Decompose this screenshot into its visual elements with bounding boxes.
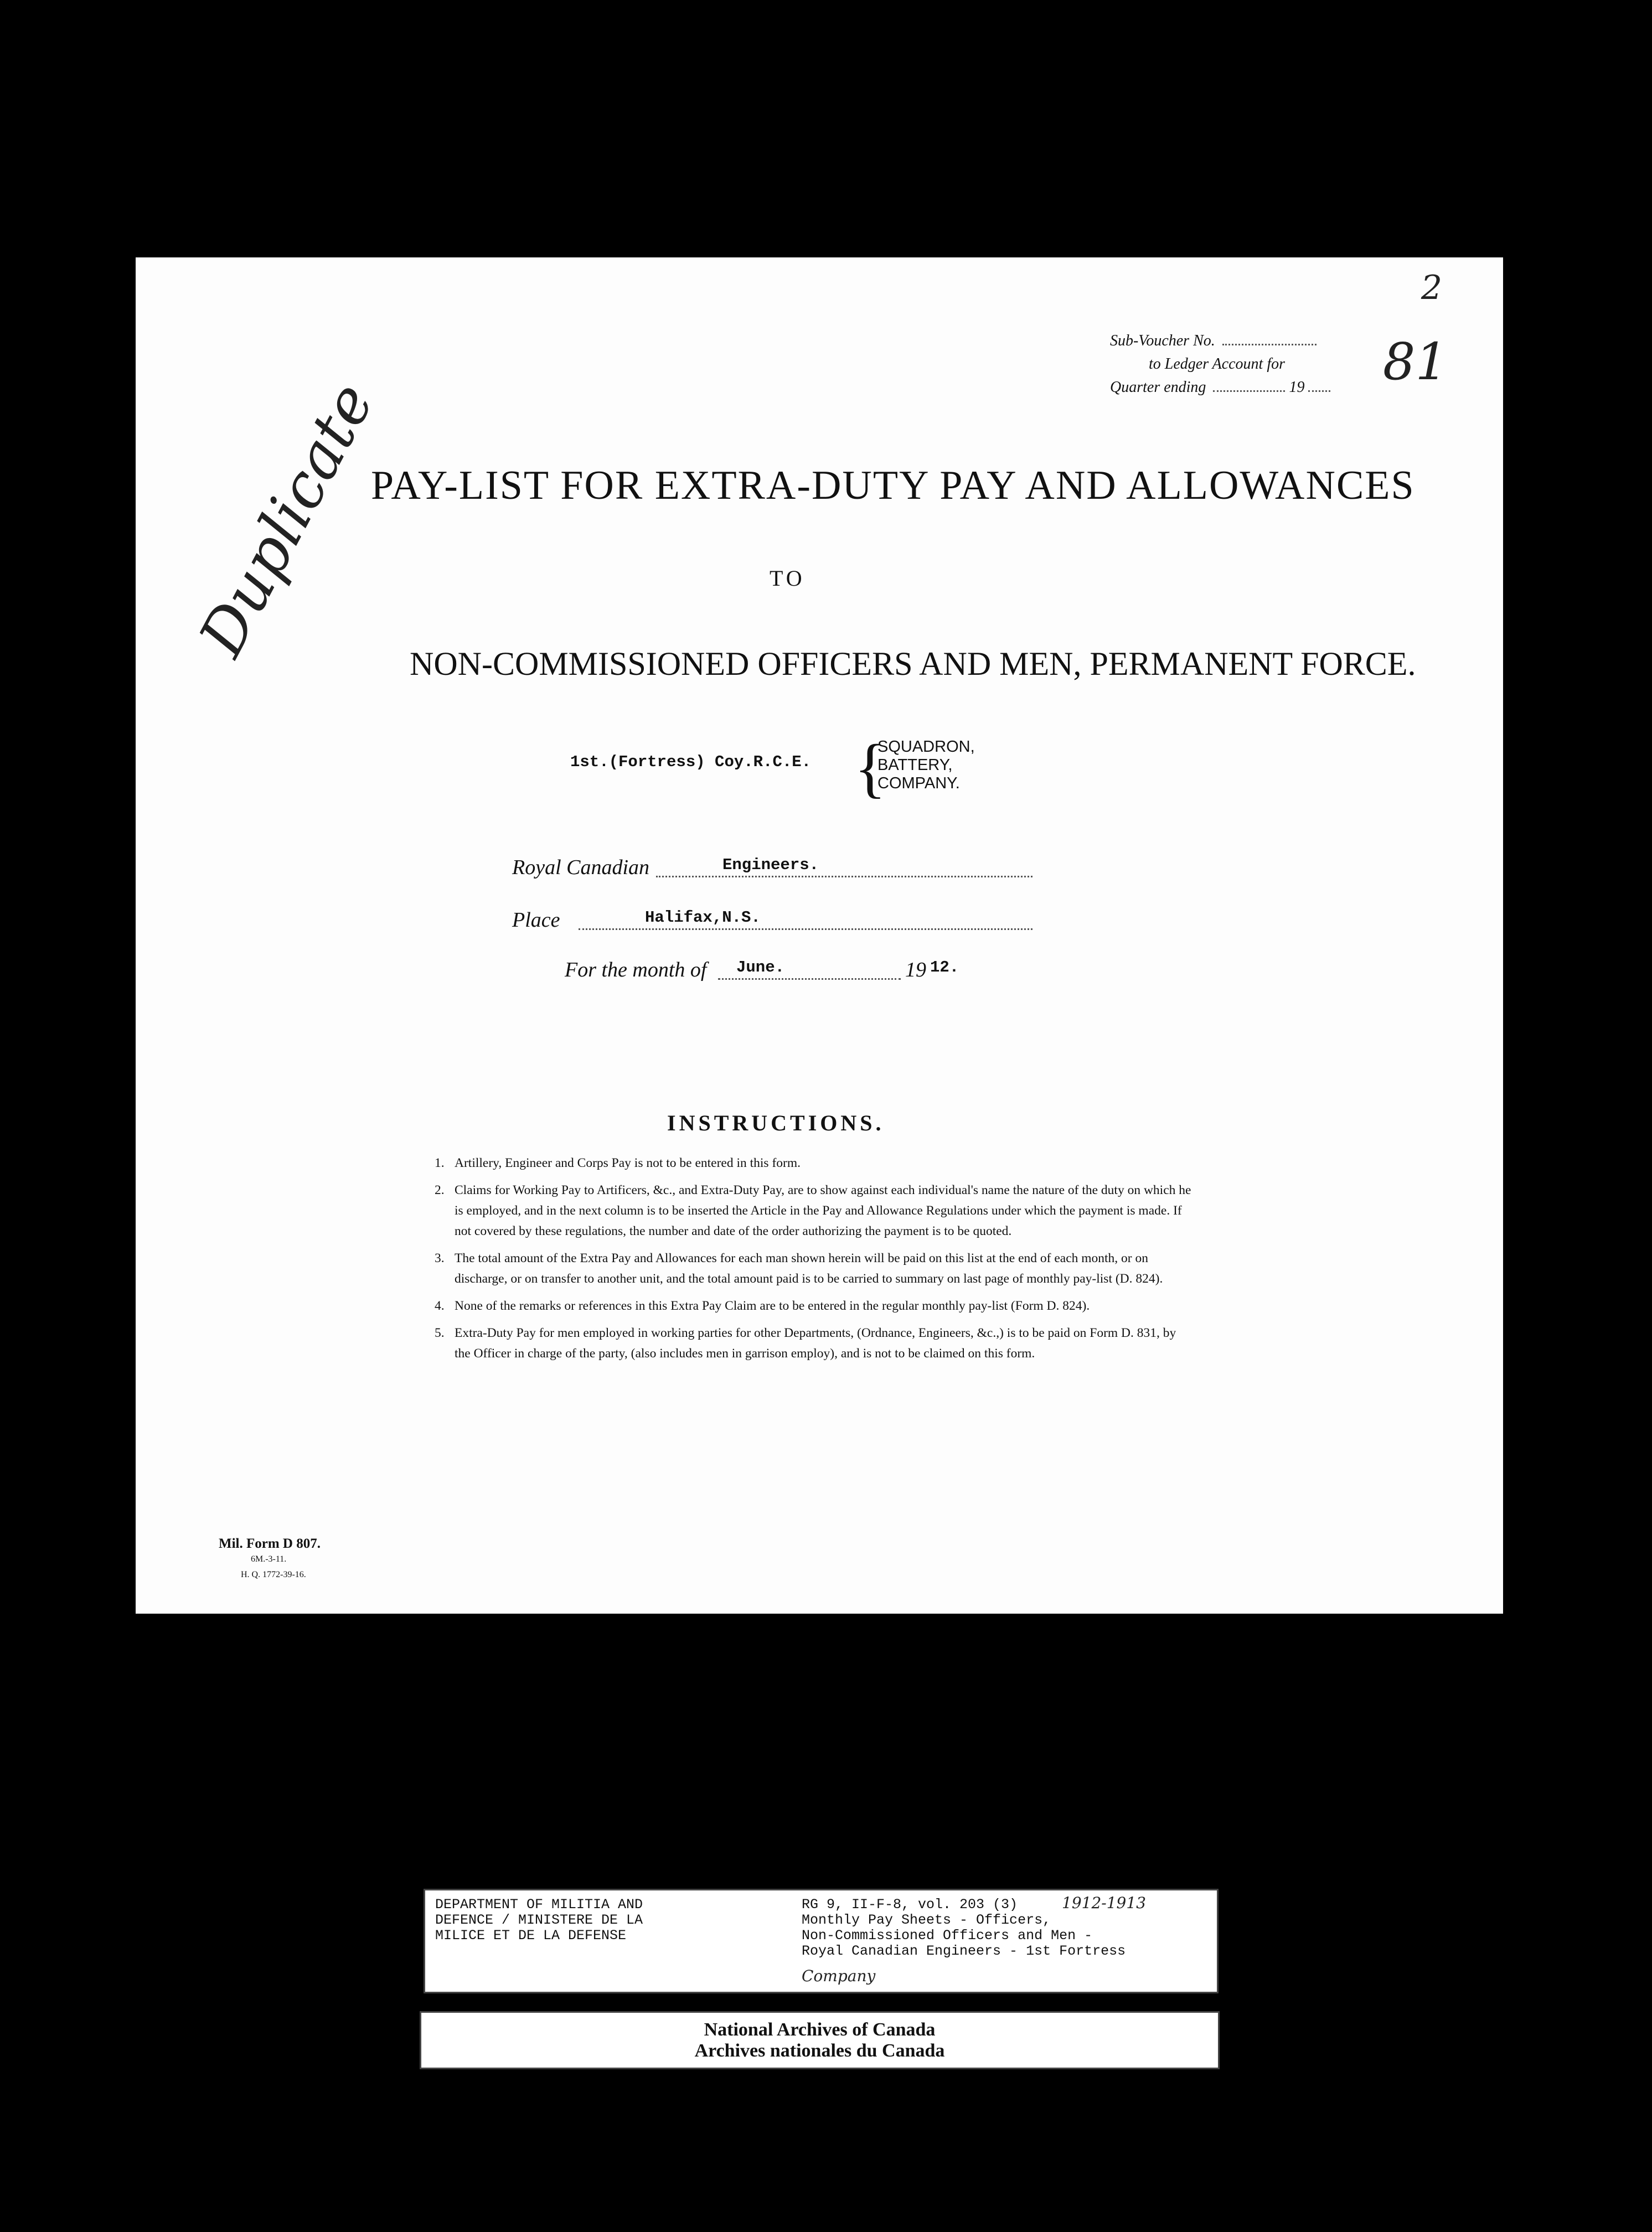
- instruction-item: 1. Artillery, Engineer and Corps Pay is not to be entered in this form.: [435, 1156, 801, 1170]
- instruction-item: 5. Extra-Duty Pay for men employed in working parties for other Departments, (Ordnance, Engineers, &c.,) is to be paid on Form D. 831, by the Officer in charge of the party, (also includes men in garrison employ), and is not to be claimed on this form.: [435, 1326, 1176, 1361]
- instructions-heading: INSTRUCTIONS.: [667, 1110, 885, 1135]
- corner-mark: 2: [1421, 268, 1442, 307]
- royal-canadian-value: Engineers.: [722, 856, 819, 874]
- place-value: Halifax,N.S.: [645, 908, 761, 927]
- mil-form-code-1: 6M.-3-11.: [251, 1554, 287, 1564]
- national-archives-fr: Archives nationales du Canada: [694, 2040, 945, 2061]
- instructions-list: [435, 1153, 1193, 1371]
- instruction-item: 4. None of the remarks or references in this Extra Pay Claim are to be entered in the regular monthly pay-list (Form D. 824).: [435, 1299, 1090, 1313]
- archive-company-handwritten: Company: [802, 1967, 876, 1985]
- archive-years-handwritten: 1912-1913: [1062, 1894, 1146, 1912]
- pay-list-form-sheet: [136, 257, 1503, 1614]
- instruction-item: 2. Claims for Working Pay to Artificers, &c., and Extra-Duty Pay, are to show against each individual's name the nature of the duty on which he is employed, and in the next column is to be inserted the Article in the Pay and Allowance Regulations under which the payment is made. If not covered by these regulations, the number and date of the order authorizing the payment is to be quoted.: [435, 1183, 1191, 1238]
- page-number: 81: [1382, 332, 1448, 391]
- unit-options: [877, 738, 975, 793]
- unit-option-squadron: SQUADRON,: [877, 738, 975, 756]
- royal-canadian-line: [656, 870, 1032, 877]
- sub-voucher-label: Sub-Voucher No.: [1110, 332, 1215, 349]
- instruction-item: 3. The total amount of the Extra Pay and Allowances for each man shown herein will be paid on this list at the end of each month, or on discharge, or on transfer to another unit, and the total amount paid is to be carried to summary on last page of monthly pay-list (D. 824).: [435, 1251, 1163, 1286]
- quarter-year-prefix: 19: [1289, 379, 1305, 396]
- month-value: June.: [736, 958, 785, 976]
- unit-value: 1st.(Fortress) Coy.R.C.E.: [570, 753, 812, 771]
- quarter-label: Quarter ending: [1110, 379, 1206, 396]
- archive-department: DEPARTMENT OF MILITIA AND DEFENCE / MINISTERE DE LA MILICE ET DE LA DEFENSE: [435, 1897, 643, 1944]
- unit-option-battery: BATTERY,: [877, 756, 953, 774]
- form-subtitle: NON-COMMISSIONED OFFICERS AND MEN, PERMANENT FORCE.: [410, 645, 1416, 682]
- national-archives-en: National Archives of Canada: [704, 2019, 936, 2040]
- unit-option-company: COMPANY.: [877, 774, 960, 792]
- ledger-label: to Ledger Account for: [1149, 355, 1286, 373]
- archive-reference: RG 9, II-F-8, vol. 203 (3) Monthly Pay Sheets - Officers, Non-Commissioned Officers and Men - Royal Canadian Engineers - 1st Fortress: [802, 1897, 1126, 1959]
- voucher-block: [1110, 332, 1398, 402]
- form-title: PAY-LIST FOR EXTRA-DUTY PAY AND ALLOWANCES: [371, 463, 1415, 508]
- year-prefix: 19: [905, 958, 926, 981]
- year-suffix: 12.: [930, 958, 959, 976]
- month-label: For the month of: [565, 958, 707, 981]
- handwritten-duplicate-note: Duplicate: [185, 371, 388, 668]
- royal-canadian-label: Royal Canadian: [512, 856, 650, 879]
- place-label: Place: [512, 908, 560, 932]
- mil-form-code-2: H. Q. 1772-39-16.: [241, 1570, 306, 1579]
- mil-form-label: Mil. Form D 807.: [219, 1536, 321, 1551]
- mil-form-number: [219, 1536, 321, 1583]
- national-archives-stamp: [420, 2011, 1220, 2069]
- form-title-to: TO: [770, 566, 806, 591]
- unit-brace: {: [854, 731, 886, 804]
- archive-reference-label: [424, 1889, 1219, 1993]
